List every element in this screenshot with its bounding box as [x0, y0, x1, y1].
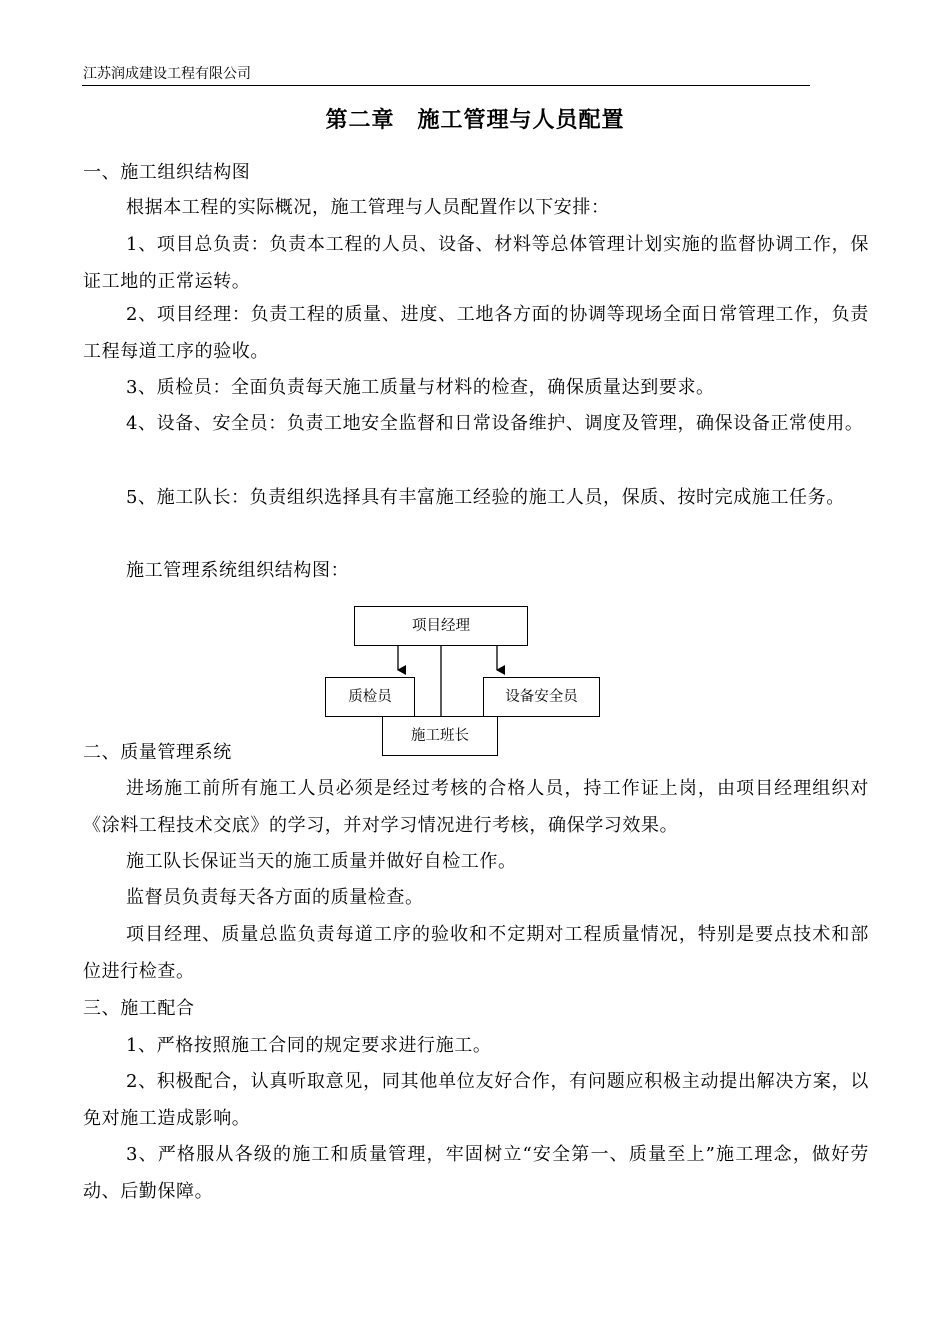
section1-heading: 一、施工组织结构图 — [83, 162, 251, 183]
section3-heading: 三、施工配合 — [83, 998, 195, 1019]
section3-item2: 2、积极配合，认真听取意见，同其他单位友好合作，有问题应积极主动提出解决方案，以免对施工造成影响。 — [83, 1071, 869, 1129]
org-chart-caption: 施工管理系统组织结构图： — [126, 560, 350, 581]
section2-heading: 二、质量管理系统 — [83, 742, 232, 763]
section2-p3: 监督员负责每天各方面的质量检查。 — [126, 887, 424, 908]
section3-item1: 1、严格按照施工合同的规定要求进行施工。 — [126, 1035, 492, 1056]
section2-p1: 进场施工前所有施工人员必须是经过考核的合格人员，持工作证上岗，由项目经理组织对《涂料工程技术交底》的学习，并对学习情况进行考核，确保学习效果。 — [83, 778, 869, 836]
org-box-equipment-safety: 设备安全员 — [483, 677, 600, 717]
section1-item2: 2、项目经理：负责工程的质量、进度、工地各方面的协调等现场全面日常管理工作，负责工程每道工序的验收。 — [83, 304, 869, 362]
section2-p4: 项目经理、质量总监负责每道工序的验收和不定期对工程质量情况，特别是要点技术和部位进行检查。 — [83, 924, 869, 982]
section1-item3: 3、质检员：全面负责每天施工质量与材料的检查，确保质量达到要求。 — [126, 377, 715, 398]
section1-item5: 5、施工队长：负责组织选择具有丰富施工经验的施工人员，保质、按时完成施工任务。 — [126, 487, 845, 508]
chapter-title: 第二章 施工管理与人员配置 — [325, 107, 625, 133]
section1-item1: 1、项目总负责：负责本工程的人员、设备、材料等总体管理计划实施的监督协调工作，保证工地的正常运转。 — [83, 234, 869, 292]
org-box-quality-inspector: 质检员 — [325, 677, 415, 717]
section2-p2: 施工队长保证当天的施工质量并做好自检工作。 — [126, 851, 517, 872]
org-box-team-leader: 施工班长 — [382, 716, 498, 756]
section3-item3: 3、严格服从各级的施工和质量管理，牢固树立“安全第一、质量至上”施工理念，做好劳动、后勤保障。 — [83, 1144, 869, 1202]
section1-item4: 4、设备、安全员：负责工地安全监督和日常设备维护、调度及管理，确保设备正常使用。 — [126, 413, 864, 434]
org-box-project-manager: 项目经理 — [354, 606, 528, 646]
company-name: 江苏润成建设工程有限公司 — [83, 66, 251, 82]
section1-intro: 根据本工程的实际概况，施工管理与人员配置作以下安排： — [126, 197, 610, 218]
